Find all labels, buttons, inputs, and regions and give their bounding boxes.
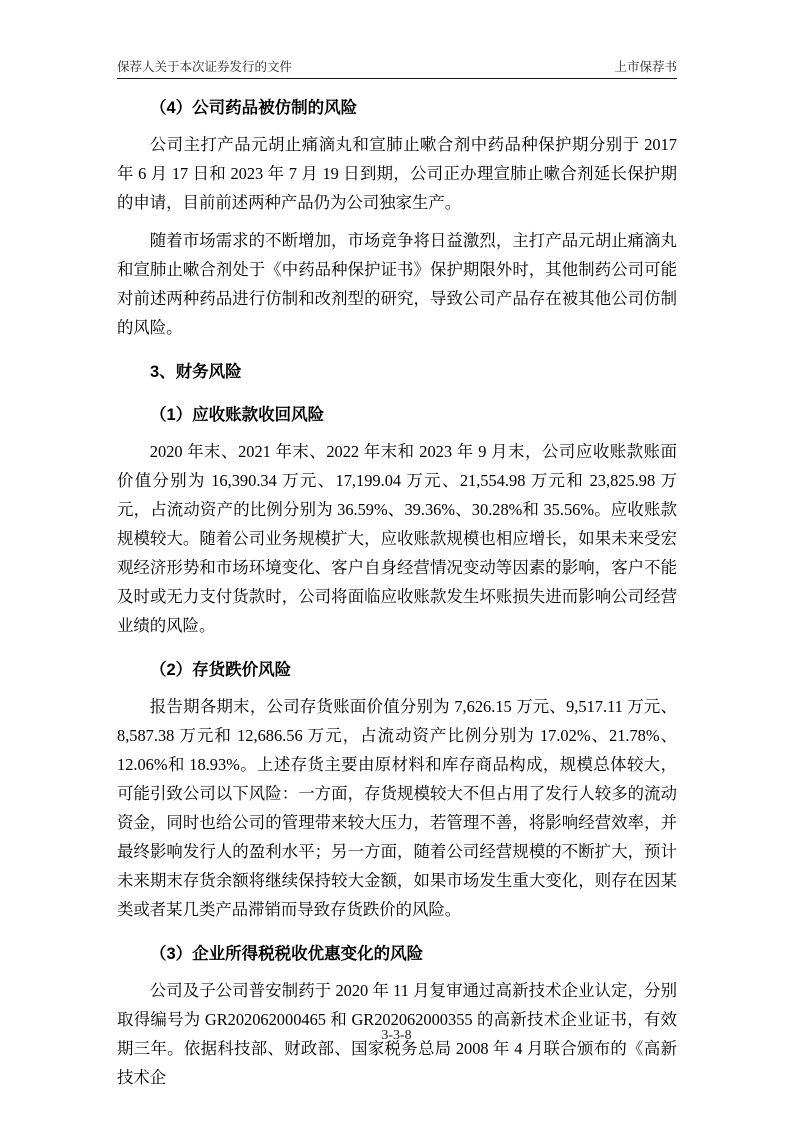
paragraph-tax: 公司及子公司普安制药于 2020 年 11 月复审通过高新技术企业认定，分别取得编号为 GR202062000465 和 GR202062000355 的高新技术企业证书，有效期三年。依据科技部、财政部、国家税务总局 2008 年 4 月联合颁布的《高新技术企 (117, 981, 677, 1087)
paragraph-inventory: 报告期各期末，公司存货账面价值分别为 7,626.15 万元、9,517.11 万元、8,587.38 万元和 12,686.56 万元，占流动资产比例分别为 17.02%、21.78%、12.06%和 18.93%。上述存货主要由原材料和库存商品构成，规模总体较大，可能引致公司以下风险：一方面，存货规模较大不但占用了发行人较多的流动资金，同时也给公司的管理带来较大压力，若管理不善，将影响经营效率，并最终影响发行人的盈利水平；另一方面，随着公司经营规模的不断扩大，预计未来期末存货余额将继续保持较大金额，如果市场发生重大变化，则存在因某类或者某几类产品滞销而导致存货跌价的风险。 (117, 697, 677, 919)
paragraph-receivables: 2020 年末、2021 年末、2022 年末和 2023 年 9 月末，公司应收账款账面价值分别为 16,390.34 万元、17,199.04 万元、21,554.98 万元和 23,825.98 万元，占流动资产的比例分别为 36.59%、39.36%、30.28%和 35.56%。应收账款规模较大。随着公司业务规模扩大，应收账款规模也相应增长，如果未来受宏观经济形势和市场环境变化、客户自身经营情况变动等因素的影响，客户不能及时或无力支付货款时，公司将面临应收账款发生坏账损失进而影响公司经营业绩的风险。 (117, 442, 677, 635)
page-header (117, 0, 677, 79)
section-heading-receivables-risk: （1）应收账款收回风险 (150, 406, 325, 424)
section-heading-financial-risk: 3、财务风险 (150, 363, 242, 381)
header-doc-title: 上市保荐书 (614, 60, 677, 74)
section-heading-tax-risk: （3）企业所得税税收优惠变化的风险 (150, 945, 424, 963)
page-number: 3-3-8 (381, 1028, 412, 1043)
document-body (117, 79, 677, 1101)
paragraph-protection-period: 公司主打产品元胡止痛滴丸和宣肺止嗽合剂中药品种保护期分别于 2017 年 6 月 17 日和 2023 年 7 月 19 日到期，公司正办理宣肺止嗽合剂延长保护期的申请，目前前述两种产品仍为公司独家生产。 (117, 135, 677, 212)
section-heading-risk-4: （4）公司药品被仿制的风险 (150, 99, 358, 117)
page-footer (0, 1028, 793, 1044)
paragraph-imitation-risk: 随着市场需求的不断增加，市场竞争将日益激烈，主打产品元胡止痛滴丸和宣肺止嗽合剂处于《中药品种保护证书》保护期限外时，其他制药公司可能对前述两种药品进行仿制和改剂型的研究，导致公司产品存在被其他公司仿制的风险。 (117, 231, 677, 337)
header-doc-category: 保荐人关于本次证券发行的文件 (117, 60, 293, 74)
section-heading-inventory-risk: （2）存货跌价风险 (150, 661, 292, 679)
